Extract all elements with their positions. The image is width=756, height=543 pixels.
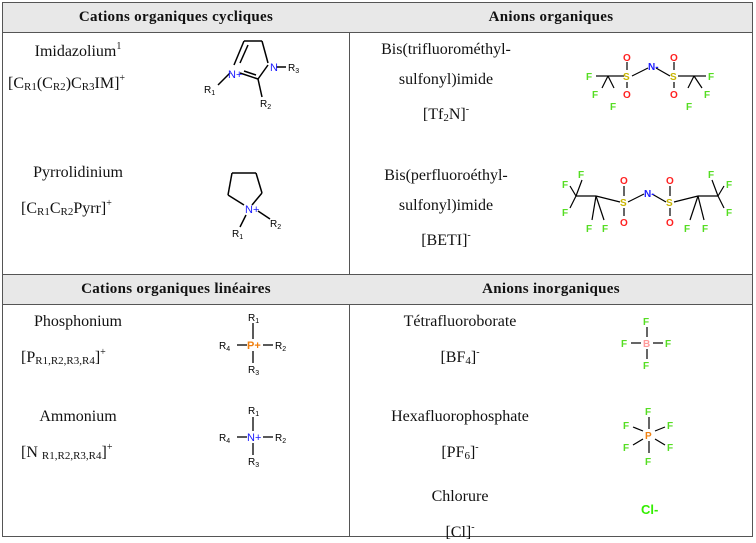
chloride-ion: Cl- [641,502,659,517]
svg-text:F: F [586,72,593,83]
svg-text:S: S [666,198,673,209]
header-row-top [3,3,752,32]
phosphorus-atom: P [645,431,652,442]
nitrogen-cation-atom: N+ [228,69,243,81]
svg-text:F: F [610,102,617,113]
chloride-name: Chlorure [431,488,489,505]
r3-label: $R_3$ [248,457,260,469]
svg-text:F: F [702,224,709,235]
pf6-formula: $[PF_6]^-$ [441,442,479,462]
pyrrolidinium-structure [218,163,298,243]
svg-text:O: O [670,90,678,101]
svg-text:O: O [666,218,674,229]
svg-text:O: O [670,53,678,64]
svg-text:O: O [666,176,674,187]
svg-text:F: F [708,72,715,83]
r1-label: $R_1$ [248,406,260,418]
header-organic-anions: Anions organiques [488,9,614,25]
svg-text:F: F [645,457,652,468]
bf4-name: Tétrafluoroborate [403,313,517,330]
pyrrolidinium-name: Pyrrolidinium [33,164,123,181]
chloride-formula: [Cl]- [445,522,475,541]
tf2n-formula: $[Tf_2N]^-$ [422,104,470,124]
svg-text:O: O [620,176,628,187]
pf6-name: Hexafluorophosphate [391,408,529,425]
pyrrolidinium-formula: $[C_{R1}C_{R2}Pyrr]^+$ [21,198,112,218]
phosphonium-structure [215,311,295,375]
beti-name-line2: sulfonyl)imide [398,197,494,214]
svg-text:F: F [623,443,630,454]
chloride-structure [637,498,677,522]
header-linear-cations: Cations organiques linéaires [81,281,271,297]
svg-text:N-: N- [644,189,655,200]
beti-name-line1: Bis(perfluoroéthyl- [384,167,508,184]
svg-text:F: F [645,407,652,418]
svg-text:O: O [623,53,631,64]
r4-label: $R_4$ [219,433,231,445]
ammonium-formula: [N $_{R1,R2,R3,R4}$]+ [21,442,113,462]
imidazolium-formula: $[C_{R1}(C_{R2})C_{R3}IM]^+$ [8,73,126,93]
svg-text:S: S [623,72,630,83]
svg-text:O: O [620,218,628,229]
bf4-formula: $[BF_4]^-$ [440,347,480,367]
svg-text:F: F [643,361,650,372]
imidazolium-name: Imidazolium$^1$ [34,41,122,60]
svg-text:F: F [621,339,628,350]
r2-label: $R_2$ [275,341,287,353]
ionic-liquids-table [2,2,753,541]
imidazolium-structure [198,33,318,111]
svg-text:F: F [726,208,733,219]
svg-text:F: F [665,339,672,350]
header-row-bottom [3,275,752,304]
nitrogen-cation-atom: N+ [247,432,262,444]
svg-text:F: F [667,443,674,454]
header-cyclic-cations: Cations organiques cycliques [78,9,274,25]
nitrogen-cation-atom: N+ [245,204,260,216]
r2-label: $R_2$ [260,99,272,111]
r2-label: $R_2$ [270,219,282,231]
svg-text:F: F [684,224,691,235]
nitrogen-atom: N [270,62,278,74]
row-divider [3,32,752,33]
svg-text:F: F [592,90,599,101]
phosphorus-cation-atom: P+ [247,340,261,352]
boron-atom: B [643,339,651,350]
svg-text:F: F [602,224,609,235]
svg-text:F: F [643,317,650,328]
svg-text:S: S [670,72,677,83]
svg-text:F: F [562,208,569,219]
svg-text:F: F [586,224,593,235]
tf2n-name-line2: sulfonyl)imide [398,71,494,88]
svg-text:F: F [686,102,693,113]
svg-text:F: F [623,421,630,432]
beti-structure [558,166,738,246]
r3-label: $R_3$ [248,365,260,377]
phosphonium-name: Phosphonium [33,313,122,330]
beti-formula: [BETI]- [421,230,471,249]
r2-label: $R_2$ [275,433,287,445]
svg-text:N-: N- [648,62,659,73]
tf2n-name-line1: Bis(trifluorométhyl- [381,41,511,58]
column-divider [349,3,350,536]
svg-text:F: F [704,90,711,101]
svg-text:F: F [562,180,569,191]
svg-text:F: F [578,170,585,181]
svg-text:O: O [623,90,631,101]
r1-label: $R_1$ [248,313,260,325]
svg-text:S: S [620,198,627,209]
svg-text:F: F [726,180,733,191]
bf4-structure [617,313,677,373]
ammonium-name: Ammonium [39,408,117,425]
r3-label: $R_3$ [288,63,300,75]
ammonium-structure [215,403,295,469]
r1-label: $R_1$ [232,229,244,241]
phosphonium-formula: $[P_{R1,R2,R3,R4}]^+$ [21,347,106,367]
svg-text:F: F [708,170,715,181]
r4-label: $R_4$ [219,341,231,353]
svg-text:F: F [667,421,674,432]
header-inorganic-anions: Anions inorganiques [482,281,620,297]
tf2n-structure [578,48,718,118]
r1-label: $R_1$ [204,85,216,97]
pf6-structure [617,403,681,467]
row-divider [3,304,752,305]
